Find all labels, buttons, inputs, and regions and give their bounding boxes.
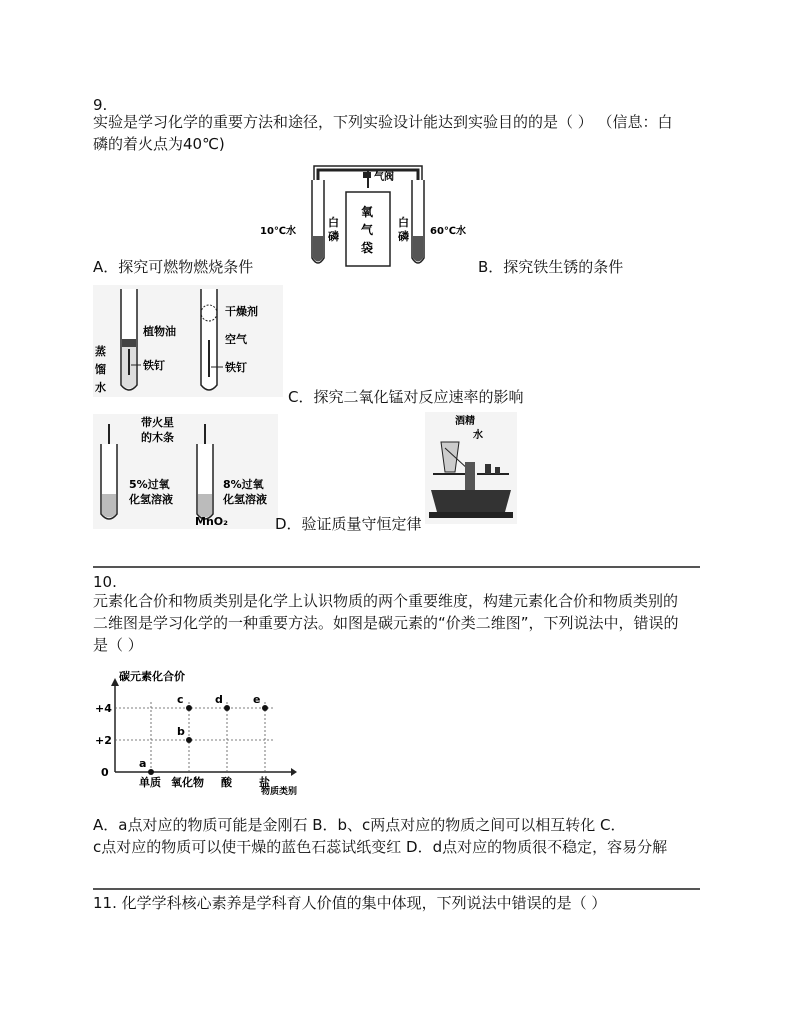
right-phosphorus-label: 白磷 [398, 216, 409, 243]
catalyst-label: MnO₂ [195, 515, 228, 528]
x-tick-label: 盐 [259, 776, 270, 789]
q9-option-d[interactable]: D．验证质量守恒定律 [275, 515, 422, 533]
distilled-water-label: 蒸馏水 [95, 345, 106, 394]
divider-1 [93, 566, 700, 568]
oil-label: 植物油 [143, 325, 176, 338]
data-point [148, 769, 154, 775]
point-label: d [215, 693, 223, 706]
valve-label: 气阀 [374, 172, 394, 183]
divider-2 [93, 888, 700, 890]
x-tick-label: 酸 [221, 776, 232, 789]
x-axis-label: 物质类别 [261, 787, 298, 797]
data-point [224, 705, 230, 711]
valve-icon [363, 172, 371, 178]
x-axis-arrow [291, 768, 297, 776]
air-label: 空气 [225, 333, 247, 346]
data-point [186, 737, 192, 743]
nail-label: 铁钉 [143, 359, 165, 372]
balance-base [431, 490, 511, 512]
right-water-label: 60℃水 [430, 226, 467, 237]
q10-options-line2[interactable]: c点对应的物质可以使干燥的蓝色石蕊试纸变红 D．d点对应的物质很不稳定，容易分解 [93, 838, 668, 856]
question-10-stem-line3: 是（ ） [93, 636, 143, 654]
q10-options-line1[interactable]: A．a点对应的物质可能是金刚石 B．b、c两点对应的物质之间可以相互转化 C． [93, 816, 626, 834]
question-9-stem-line2: 磷的着火点为40℃) [93, 135, 225, 153]
x-tick-label: 单质 [139, 776, 161, 789]
left-water [313, 236, 323, 262]
question-9-stem-line1: 实验是学习化学的重要方法和途径，下列实验设计能达到实验目的的是（ ） （信息：白 [93, 113, 673, 131]
y-axis-arrow [111, 678, 119, 686]
balance-figure [425, 412, 517, 524]
alcohol-label: 酒精 [455, 416, 475, 427]
q9-option-a[interactable]: A．探究可燃物燃烧条件 [93, 258, 254, 276]
left-water-label: 10℃水 [260, 226, 297, 237]
desiccant-label: 干燥剂 [225, 305, 258, 318]
question-10-stem-line1: 元素化合价和物质类别是化学上认识物质的两个重要维度，构建元素化合价和物质类别的 [93, 592, 679, 610]
oxygen-bag-label: 氧气袋 [361, 205, 374, 255]
right-water [413, 236, 423, 262]
point-label: a [139, 757, 147, 770]
y-tick-label: +2 [95, 734, 112, 747]
rust-experiment-figure [93, 285, 283, 397]
y-tick-label: 0 [101, 766, 109, 779]
left-solution-label: 5%过氧化氢溶液 [129, 478, 173, 506]
point-label: b [177, 725, 185, 738]
combustion-apparatus-figure [260, 158, 478, 273]
catalyst-experiment-figure [93, 414, 278, 529]
question-9-number: 9. [93, 96, 108, 114]
question-11-stem: 11. 化学学科核心素养是学科育人价值的集中体现，下列说法中错误的是（ ） [93, 894, 607, 912]
y-axis-label: 碳元素化合价 [119, 670, 185, 683]
question-10-stem-line2: 二维图是学习化学的一种重要方法。如图是碳元素的“价类二维图”，下列说法中，错误的 [93, 614, 679, 632]
q9-option-b[interactable]: B．探究铁生锈的条件 [478, 258, 624, 276]
nail-label-2: 铁钉 [225, 361, 247, 374]
right-solution-label: 8%过氧化氢溶液 [223, 478, 267, 506]
data-point [262, 705, 268, 711]
x-tick-label: 氧化物 [171, 776, 204, 789]
water-label: 水 [473, 430, 483, 441]
question-10-number: 10. [93, 573, 117, 591]
q9-option-c[interactable]: C．探究二氧化锰对反应速率的影响 [288, 388, 524, 406]
left-phosphorus-label: 白磷 [328, 216, 339, 243]
oil-layer [122, 339, 136, 347]
valence-category-chart [93, 662, 303, 802]
point-label: e [253, 693, 261, 706]
data-point [186, 705, 192, 711]
point-label: c [177, 693, 184, 706]
y-tick-label: +4 [95, 702, 112, 715]
splint-label: 带火星的木条 [141, 416, 174, 444]
